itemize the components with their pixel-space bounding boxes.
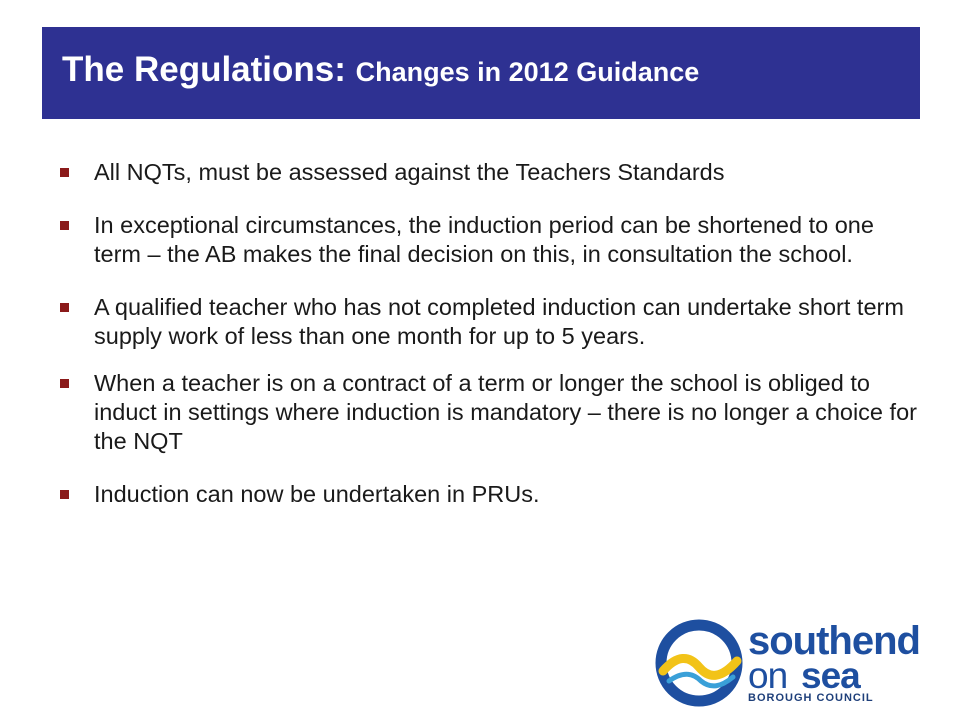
bullet-item — [58, 158, 918, 187]
title-subtitle: Changes in 2012 Guidance — [355, 57, 700, 87]
bullet-item — [58, 480, 918, 509]
bullet-text: A qualified teacher who has not completed induction can undertake short term supply work of less than one month for up to 5 years. — [94, 294, 904, 349]
southend-on-sea-logo — [655, 615, 945, 710]
bullet-text: All NQTs, must be assessed against the Teachers Standards — [94, 159, 725, 185]
bullet-list — [58, 158, 918, 533]
wave-emblem-icon — [655, 615, 747, 710]
slide-title — [62, 52, 699, 87]
bullet-item — [58, 211, 918, 269]
bullet-text: When a teacher is on a contract of a term or longer the school is obliged to induct in settings where induction is mandatory – there is no longer a choice for the NQT — [94, 370, 917, 454]
title-main: The Regulations: — [62, 50, 356, 89]
square-bullet-icon — [60, 379, 69, 388]
bullet-item — [58, 293, 918, 351]
logo-text-on: on — [748, 655, 788, 696]
square-bullet-icon — [60, 303, 69, 312]
logo-text-southend: southend — [748, 619, 920, 663]
square-bullet-icon — [60, 490, 69, 499]
bullet-text: Induction can now be undertaken in PRUs. — [94, 481, 540, 507]
logo-text-sea: sea — [801, 655, 860, 696]
square-bullet-icon — [60, 168, 69, 177]
logo-text-council: BOROUGH COUNCIL — [748, 692, 874, 704]
bullet-text: In exceptional circumstances, the induction period can be shortened to one term – the AB makes the final decision on this, in consultation the school. — [94, 212, 874, 267]
bullet-item — [58, 369, 918, 456]
square-bullet-icon — [60, 221, 69, 230]
